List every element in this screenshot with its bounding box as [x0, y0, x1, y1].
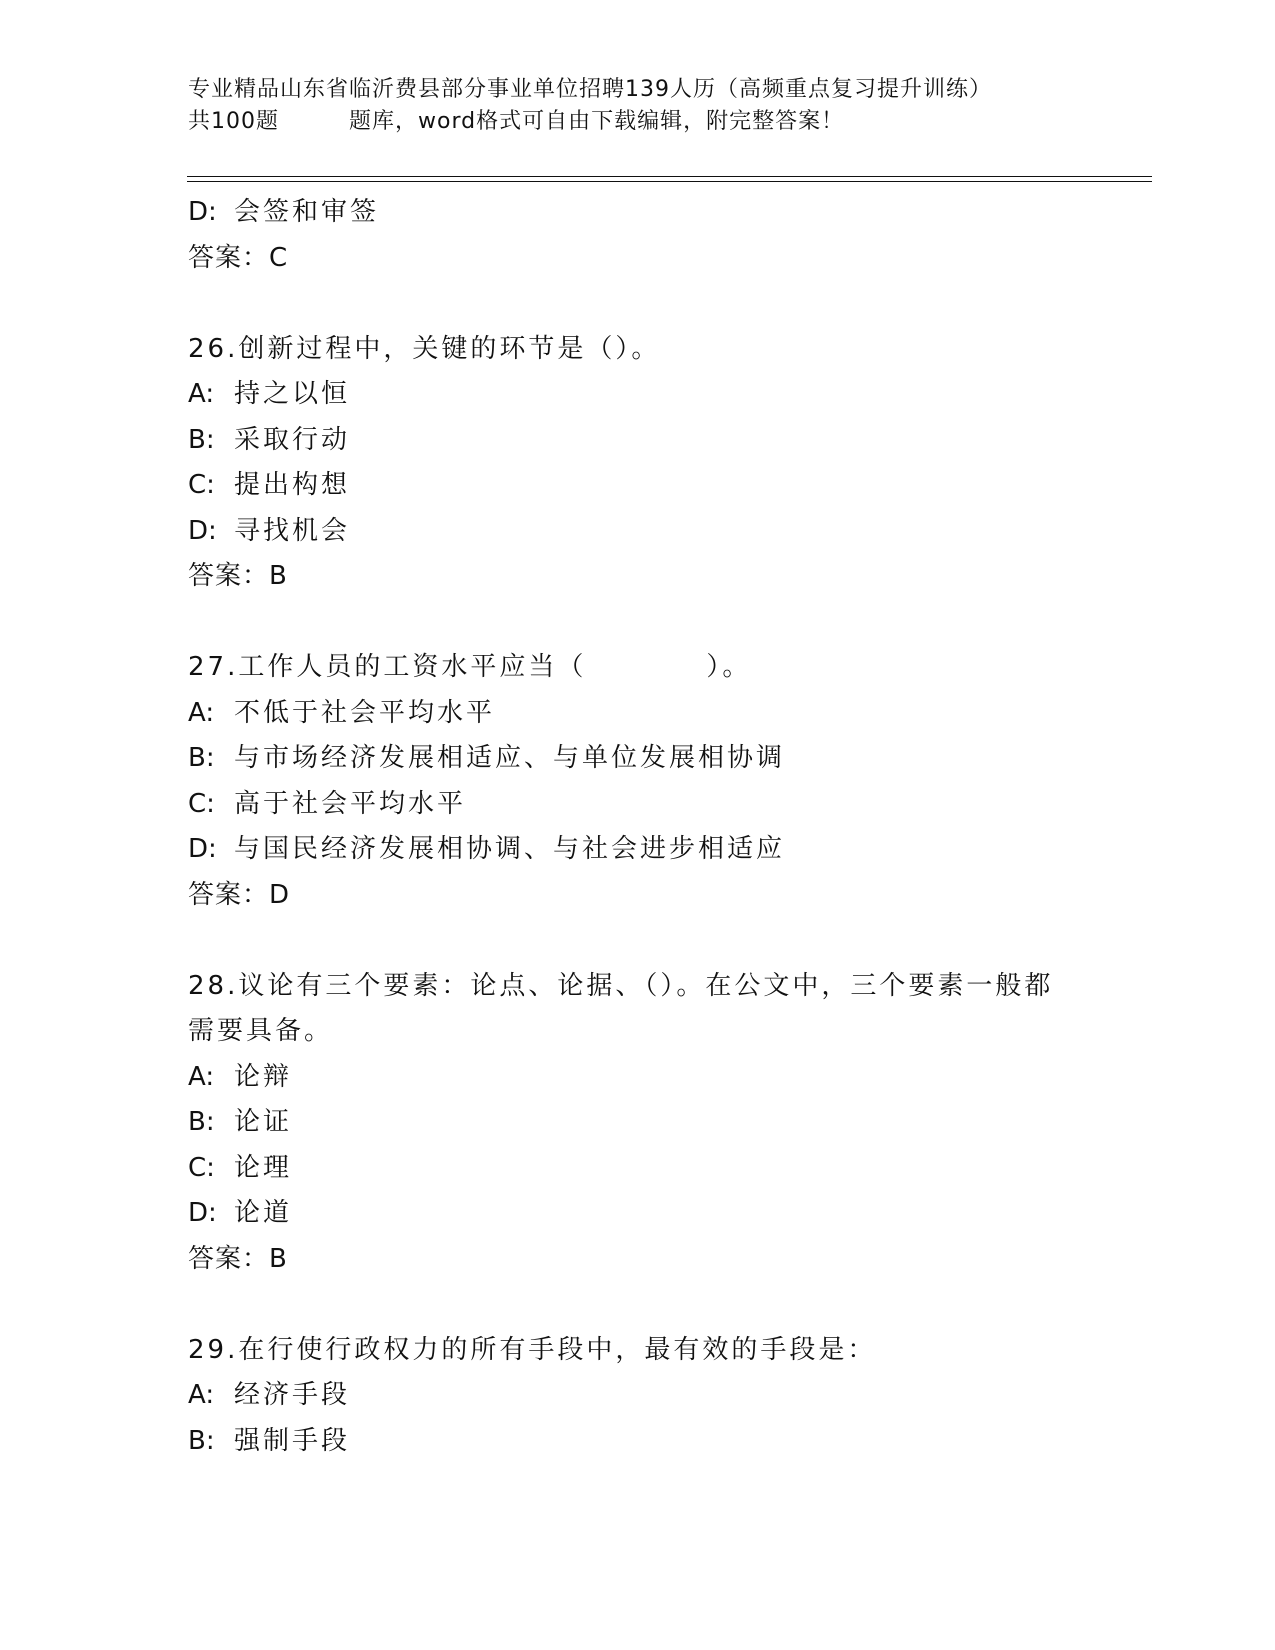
- option-label: D:: [188, 197, 217, 227]
- answer-line: 答案：B: [188, 1243, 288, 1274]
- option-row: [188, 1191, 1148, 1237]
- option-label: B:: [188, 743, 215, 773]
- page-header: [188, 74, 1088, 138]
- option-row: [188, 782, 1148, 828]
- option-text: 经济手段: [234, 1380, 351, 1410]
- option-text: 不低于社会平均水平: [234, 697, 496, 728]
- answer-line: 答案：C: [188, 242, 289, 273]
- option-row: [188, 372, 1148, 418]
- option-text: 会签和审签: [234, 197, 380, 227]
- option-row: [188, 736, 1148, 782]
- option-text: 强制手段: [234, 1425, 351, 1456]
- option-row: [188, 691, 1148, 737]
- question-stem-start: 27.工作人员的工资水平应当（: [188, 652, 587, 682]
- question-stem: [188, 645, 1148, 691]
- question-stem: 26.创新过程中，关键的环节是（）。: [188, 333, 661, 364]
- answer-line: 答案：D: [188, 879, 291, 910]
- question-stem: 29.在行使行政权力的所有手段中，最有效的手段是：: [188, 1334, 877, 1365]
- option-label: D:: [188, 515, 217, 546]
- option-text: 论辩: [234, 1061, 293, 1092]
- option-label: D:: [188, 1198, 217, 1228]
- header-count: 共100题: [188, 109, 279, 134]
- option-text: 持之以恒: [234, 379, 351, 409]
- option-label: C:: [188, 788, 215, 819]
- option-label: A:: [188, 697, 215, 728]
- header-note: 题库，word格式可自由下载编辑，附完整答案！: [349, 109, 845, 134]
- option-label: C:: [188, 1152, 215, 1183]
- option-label: D:: [188, 834, 217, 864]
- option-text: 与市场经济发展相适应、与单位发展相协调: [234, 743, 786, 773]
- option-row: [188, 190, 1148, 236]
- option-row: [188, 1100, 1148, 1146]
- option-label: A:: [188, 1380, 215, 1410]
- option-row: [188, 1055, 1148, 1101]
- option-text: 提出构想: [234, 470, 351, 500]
- question-stem-continued: 需要具备。: [188, 1016, 334, 1046]
- header-divider-top: [187, 176, 1152, 177]
- question-stem-end: ）。: [706, 652, 752, 682]
- option-label: C:: [188, 470, 215, 500]
- header-title: 专业精品山东省临沂费县部分事业单位招聘139人历（高频重点复习提升训练）: [188, 77, 992, 102]
- option-label: A:: [188, 1061, 215, 1092]
- option-row: [188, 509, 1148, 555]
- option-label: B:: [188, 424, 215, 455]
- option-row: [188, 1373, 1148, 1419]
- option-row: [188, 1419, 1148, 1465]
- option-label: B:: [188, 1425, 215, 1456]
- header-subtitle: [188, 106, 1088, 138]
- option-text: 论理: [234, 1152, 293, 1183]
- option-text: 论证: [234, 1107, 293, 1137]
- option-text: 寻找机会: [234, 515, 351, 546]
- answer-line: 答案：B: [188, 561, 288, 591]
- option-text: 高于社会平均水平: [234, 788, 467, 819]
- option-row: [188, 418, 1148, 464]
- header-divider-bottom: [187, 181, 1152, 182]
- option-row: [188, 1146, 1148, 1192]
- option-text: 采取行动: [234, 424, 351, 455]
- option-row: [188, 463, 1148, 509]
- option-text: 与国民经济发展相协调、与社会进步相适应: [234, 834, 786, 864]
- option-label: B:: [188, 1107, 215, 1137]
- option-label: A:: [188, 379, 215, 409]
- option-text: 论道: [234, 1198, 293, 1228]
- question-stem: 28.议论有三个要素：论点、论据、（）。在公文中，三个要素一般都: [188, 970, 1054, 1001]
- question-list: [188, 190, 1148, 1464]
- option-row: [188, 827, 1148, 873]
